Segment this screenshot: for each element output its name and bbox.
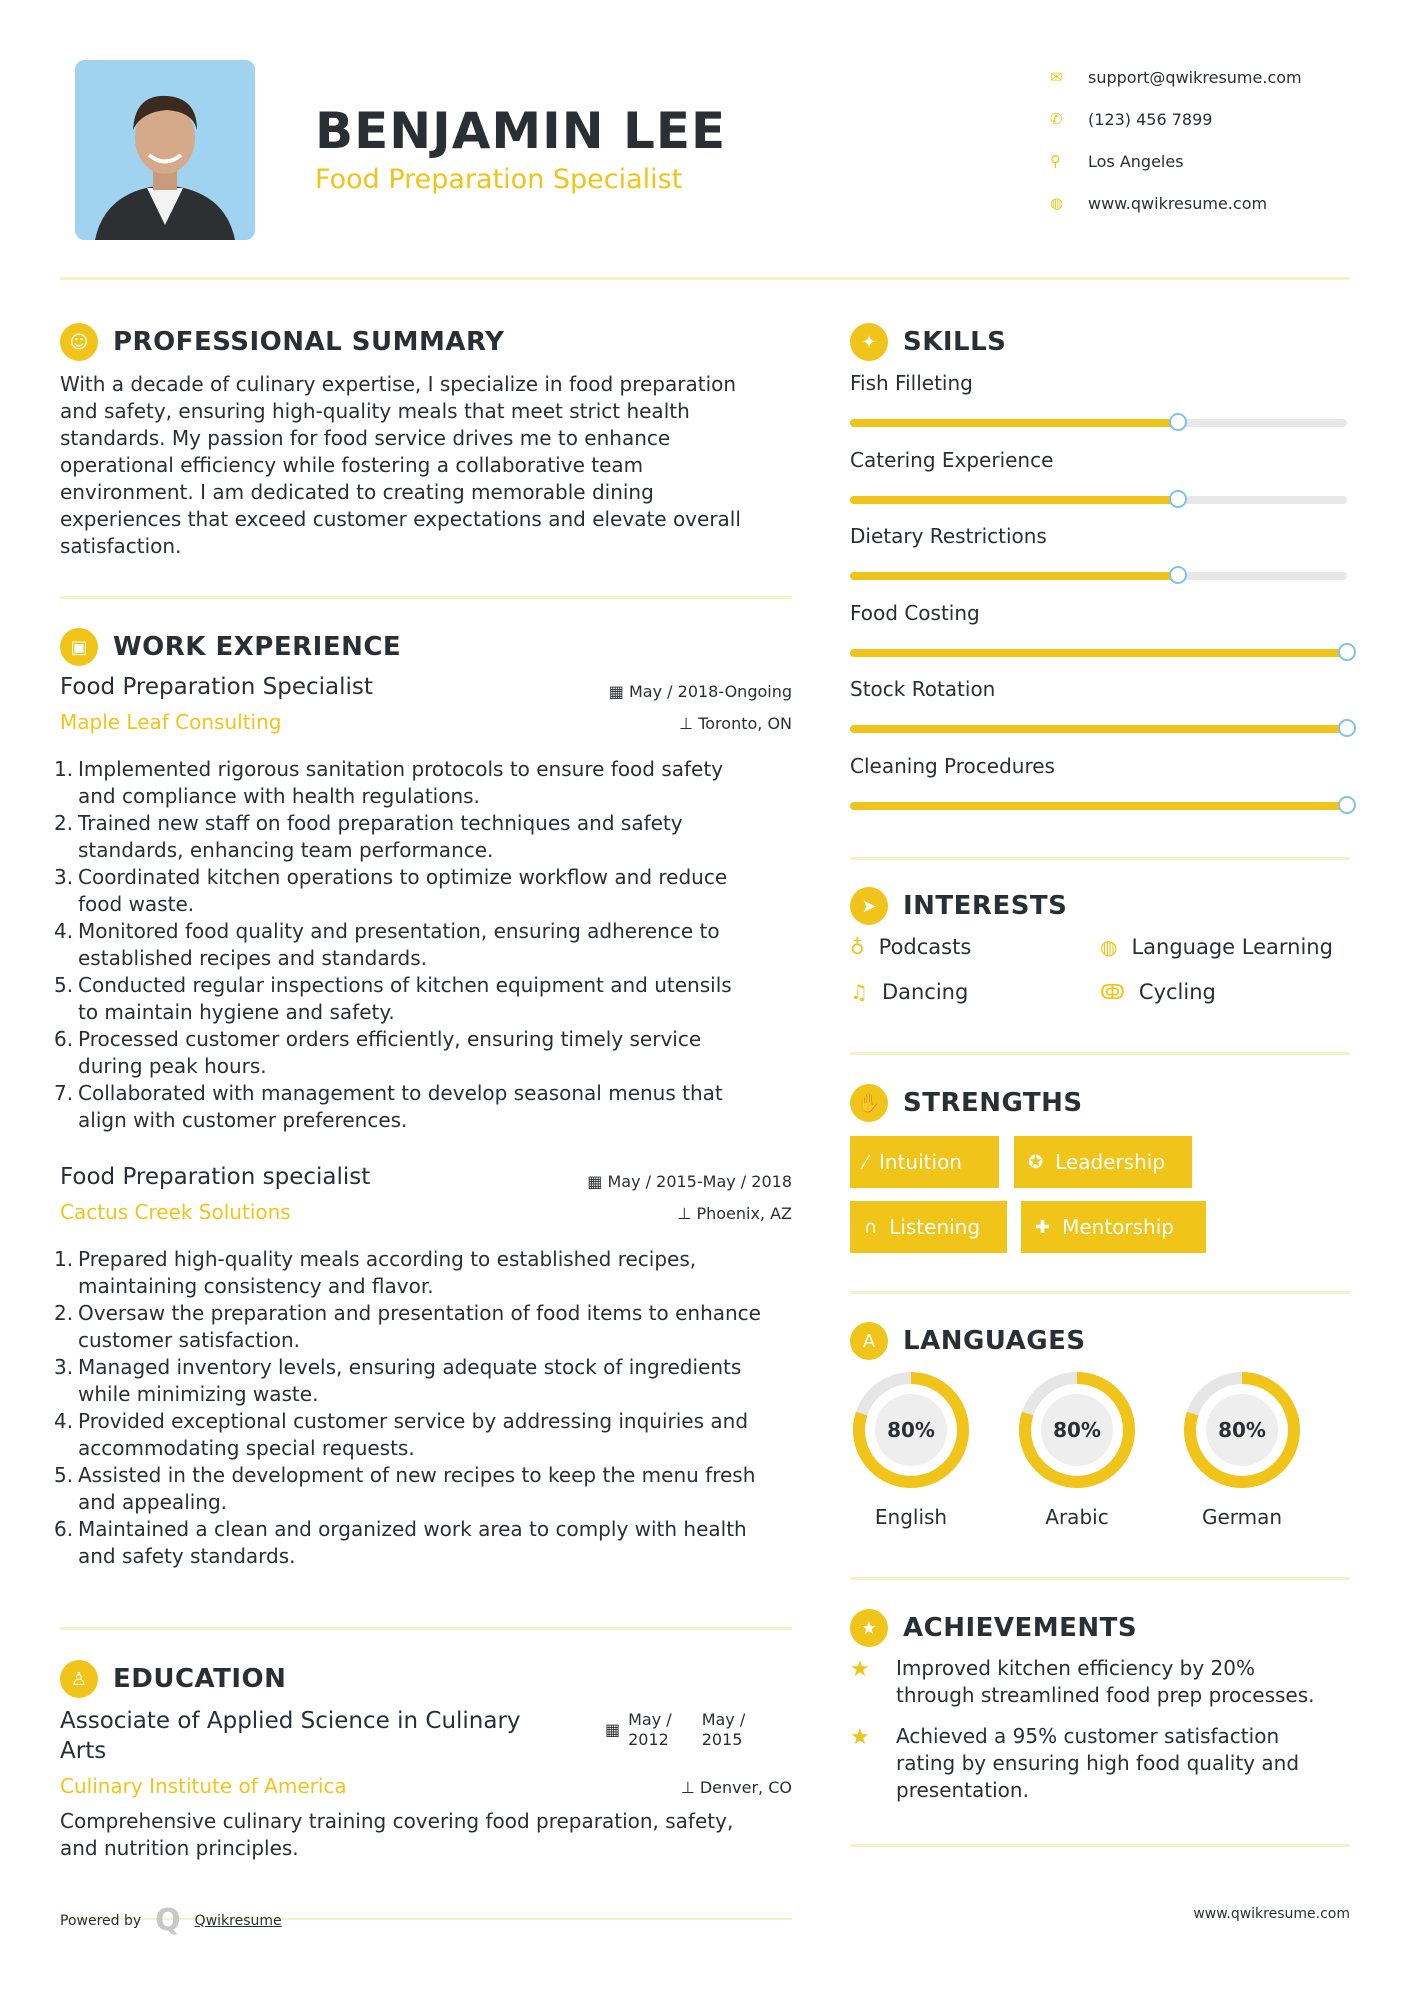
strengths-divider xyxy=(850,1291,1350,1294)
achievements-divider xyxy=(850,1844,1350,1847)
skill-label: Fish Filleting xyxy=(850,371,973,395)
pushpin-icon: ⊥ xyxy=(677,1204,697,1223)
skill-bar-knob xyxy=(1338,796,1356,814)
skill-label: Cleaning Procedures xyxy=(850,753,1055,778)
skill-label: Dietary Restrictions xyxy=(850,524,1047,548)
bicycle-icon: ↂ xyxy=(1100,980,1125,1004)
experience-divider xyxy=(60,1627,792,1630)
language-name: Arabic xyxy=(1045,1505,1109,1529)
language-item xyxy=(850,1369,972,1529)
hand-icon: ✋ xyxy=(850,1084,888,1122)
language-percent: 80% xyxy=(1218,1418,1266,1442)
education-entry xyxy=(60,1706,792,1862)
language-percent: 80% xyxy=(887,1418,935,1442)
summary-text: With a decade of culinary expertise, I specialize in food preparation and safety, ensuring high-quality meals that meet strict health standards. My passion for food service drives me to enhance operational efficiency while fostering a collaborative team environment. I am dedicated to creating memorable dining experiences that exceed customer expectations and elevate overall satisfaction. xyxy=(60,372,741,558)
skills-divider xyxy=(850,857,1350,860)
skill-bar-knob xyxy=(1169,566,1187,584)
interest-item: ♁ Podcasts xyxy=(850,935,972,959)
briefcase-icon: ▣ xyxy=(60,628,98,666)
interest-item: ♫ Dancing xyxy=(850,980,969,1004)
degree-title: Associate of Applied Science in Culinary Arts xyxy=(60,1708,521,1764)
header-divider xyxy=(60,277,1350,280)
strengths-heading: ✋ STRENGTHS xyxy=(850,1084,1083,1122)
calendar-icon: ▦ xyxy=(608,682,629,701)
summary-divider xyxy=(60,596,792,599)
summary-heading: ☺ PROFESSIONAL SUMMARY xyxy=(60,323,504,361)
language-ring xyxy=(1016,1369,1138,1491)
language-item xyxy=(1016,1369,1138,1529)
job-title: Food Preparation Specialist xyxy=(60,674,373,700)
envelope-icon: ✉ xyxy=(1050,68,1063,86)
language-name: English xyxy=(874,1505,948,1529)
skill-bar-knob xyxy=(1338,643,1356,661)
list-item: 1. Prepared high-quality meals according to established recipes, maintaining consistency and flavor. xyxy=(54,1247,697,1298)
lightbulb-icon: ✦ xyxy=(850,323,888,361)
list-item: 3. Managed inventory levels, ensuring adequate stock of ingredients while minimizing waste. xyxy=(54,1355,742,1406)
pushpin-icon: ⊥ xyxy=(680,1778,700,1797)
job-date: ▦ May / 2015-May / 2018 xyxy=(587,1172,792,1191)
strength-chip: ∩ Listening xyxy=(850,1201,1007,1253)
achievement-item: ★ Achieved a 95% customer satisfaction rating by ensuring high food quality and presentation. xyxy=(850,1724,1300,1802)
experience-heading: ▣ WORK EXPERIENCE xyxy=(60,628,401,666)
shooting-star-icon: ★ xyxy=(850,1657,870,1682)
strength-chip: ✪ Leadership xyxy=(1014,1136,1192,1188)
list-item: 2. Oversaw the preparation and presentation of food items to enhance customer satisfaction. xyxy=(54,1301,761,1352)
skill-bar-fill xyxy=(850,802,1347,810)
education-heading: ♙ EDUCATION xyxy=(60,1660,286,1698)
contact-phone-value: (123) 456 7899 xyxy=(1088,109,1213,129)
graduation-icon: ♙ xyxy=(60,1660,98,1698)
list-item: 3. Coordinated kitchen operations to optimize workflow and reduce food waste. xyxy=(54,865,728,916)
shooting-star-icon: ★ xyxy=(850,1725,870,1750)
phone-icon: ✆ xyxy=(1050,110,1063,128)
strength-chip: ⁄ Intuition xyxy=(850,1136,999,1188)
skill-item xyxy=(850,677,1350,701)
skill-item xyxy=(850,524,1350,548)
powered-by: Powered by Q Qwikresume xyxy=(60,1903,282,1938)
list-item: 7. Collaborated with management to develop seasonal menus that align with customer preferences. xyxy=(54,1081,723,1132)
users-icon: ✪ xyxy=(1028,1151,1044,1173)
skill-bar-fill xyxy=(850,572,1178,580)
skill-item xyxy=(850,448,1350,472)
music-note-icon: ♫ xyxy=(850,980,868,1004)
school-location: ⊥ Denver, CO xyxy=(680,1778,792,1797)
paper-plane-icon: ➤ xyxy=(850,887,888,925)
contact-location-value: Los Angeles xyxy=(1088,151,1184,171)
skill-bar xyxy=(850,572,1347,580)
list-item: 6. Maintained a clean and organized work area to comply with health and safety standards. xyxy=(54,1517,747,1568)
globe-icon: ◍ xyxy=(1100,935,1118,959)
skill-label: Food Costing xyxy=(850,600,980,625)
job-location: ⊥ Toronto, ON xyxy=(679,714,792,733)
strength-chip: ✚ Mentorship xyxy=(1021,1201,1206,1253)
profile-photo xyxy=(75,60,255,240)
skill-bar-fill xyxy=(850,419,1178,427)
list-item: 5. Assisted in the development of new recipes to keep the menu fresh and appealing. xyxy=(54,1463,756,1514)
contact-website[interactable] xyxy=(1050,182,1350,224)
skill-label: Stock Rotation xyxy=(850,677,996,701)
job-duties xyxy=(54,1246,792,1570)
school-name: Culinary Institute of America xyxy=(60,1774,347,1798)
interests-heading: ➤ INTERESTS xyxy=(850,887,1067,925)
map-pin-icon: ⚲ xyxy=(1050,152,1061,170)
job-title: Food Preparation specialist xyxy=(60,1164,371,1190)
skill-bar xyxy=(850,725,1347,733)
skill-bar-knob xyxy=(1169,413,1187,431)
skill-item xyxy=(850,754,1350,778)
interest-item: ◍ Language Learning xyxy=(1100,935,1333,959)
brand-link[interactable]: Qwikresume xyxy=(194,1912,282,1929)
job-location: ⊥ Phoenix, AZ xyxy=(677,1204,792,1223)
skill-item xyxy=(850,371,1350,395)
skill-bar-fill xyxy=(850,649,1347,657)
education-dates: ▦ May / 2012 May / 2015 xyxy=(605,1710,746,1749)
job-entry xyxy=(54,674,792,1134)
list-item: 4. Monitored food quality and presentation, ensuring adherence to established recipes and standards. xyxy=(54,919,720,970)
contact-website-value: www.qwikresume.com xyxy=(1088,193,1268,213)
language-icon: A xyxy=(850,1322,888,1360)
user-icon: ☺ xyxy=(60,323,98,361)
interest-item: ↂ Cycling xyxy=(1100,980,1216,1004)
qwikresume-logo-icon: Q xyxy=(155,1903,181,1938)
interests-divider xyxy=(850,1052,1350,1055)
pushpin-icon: ⊥ xyxy=(679,714,699,733)
skill-label: Catering Experience xyxy=(850,447,1054,472)
contact-location xyxy=(1050,140,1350,182)
skills-heading: ✦ SKILLS xyxy=(850,323,1006,361)
candidate-title: Food Preparation Specialist xyxy=(315,164,683,195)
footer-website[interactable]: www.qwikresume.com xyxy=(1193,1906,1350,1922)
languages-heading: A LANGUAGES xyxy=(850,1322,1086,1360)
contact-phone[interactable] xyxy=(1050,98,1350,140)
microphone-icon: ♁ xyxy=(850,935,865,959)
user-plus-icon: ✚ xyxy=(1035,1216,1051,1238)
skill-bar-knob xyxy=(1169,490,1187,508)
skill-bar xyxy=(850,419,1347,427)
list-item: 2. Trained new staff on food preparation techniques and safety standards, enhancing team performance. xyxy=(54,811,683,862)
job-duties xyxy=(54,756,792,1134)
language-ring xyxy=(1181,1369,1303,1491)
education-description: Comprehensive culinary training covering food preparation, safety, and nutrition principles. xyxy=(60,1809,734,1860)
star-icon: ★ xyxy=(850,1609,888,1647)
contact-email[interactable] xyxy=(1050,56,1350,98)
list-item: 5. Conducted regular inspections of kitchen equipment and utensils to maintain hygiene and safety. xyxy=(54,973,732,1024)
job-date: ▦ May / 2018-Ongoing xyxy=(608,682,792,701)
job-company: Cactus Creek Solutions xyxy=(60,1200,291,1224)
achievement-item: ★ Improved kitchen efficiency by 20% through streamlined food prep processes. xyxy=(850,1656,1315,1707)
job-entry xyxy=(54,1164,792,1570)
list-item: 6. Processed customer orders efficiently, ensuring timely service during peak hours. xyxy=(54,1027,702,1078)
job-company: Maple Leaf Consulting xyxy=(60,710,282,734)
contact-email-value: support@qwikresume.com xyxy=(1088,67,1302,87)
skill-bar-fill xyxy=(850,496,1178,504)
skill-bar-knob xyxy=(1338,719,1356,737)
calendar-icon: ▦ xyxy=(587,1172,608,1191)
language-name: German xyxy=(1201,1505,1283,1529)
achievements-heading: ★ ACHIEVEMENTS xyxy=(850,1609,1137,1647)
skill-bar xyxy=(850,802,1347,810)
magic-wand-icon: ⁄ xyxy=(864,1151,868,1173)
languages-divider xyxy=(850,1577,1350,1580)
globe-icon: ◍ xyxy=(1050,194,1064,212)
list-item: 1. Implemented rigorous sanitation protocols to ensure food safety and compliance with health regulations. xyxy=(54,757,724,808)
skill-bar xyxy=(850,649,1347,657)
skill-bar xyxy=(850,496,1347,504)
skill-bar-fill xyxy=(850,725,1347,733)
language-ring xyxy=(850,1369,972,1491)
headphones-icon: ∩ xyxy=(864,1216,878,1238)
contact-list xyxy=(1050,56,1350,224)
calendar-icon: ▦ xyxy=(605,1720,621,1739)
candidate-name: BENJAMIN LEE xyxy=(315,102,727,160)
skill-item xyxy=(850,601,1350,625)
list-item: 4. Provided exceptional customer service by addressing inquiries and accommodating special requests. xyxy=(54,1409,749,1460)
language-item xyxy=(1181,1369,1303,1529)
language-percent: 80% xyxy=(1053,1418,1101,1442)
